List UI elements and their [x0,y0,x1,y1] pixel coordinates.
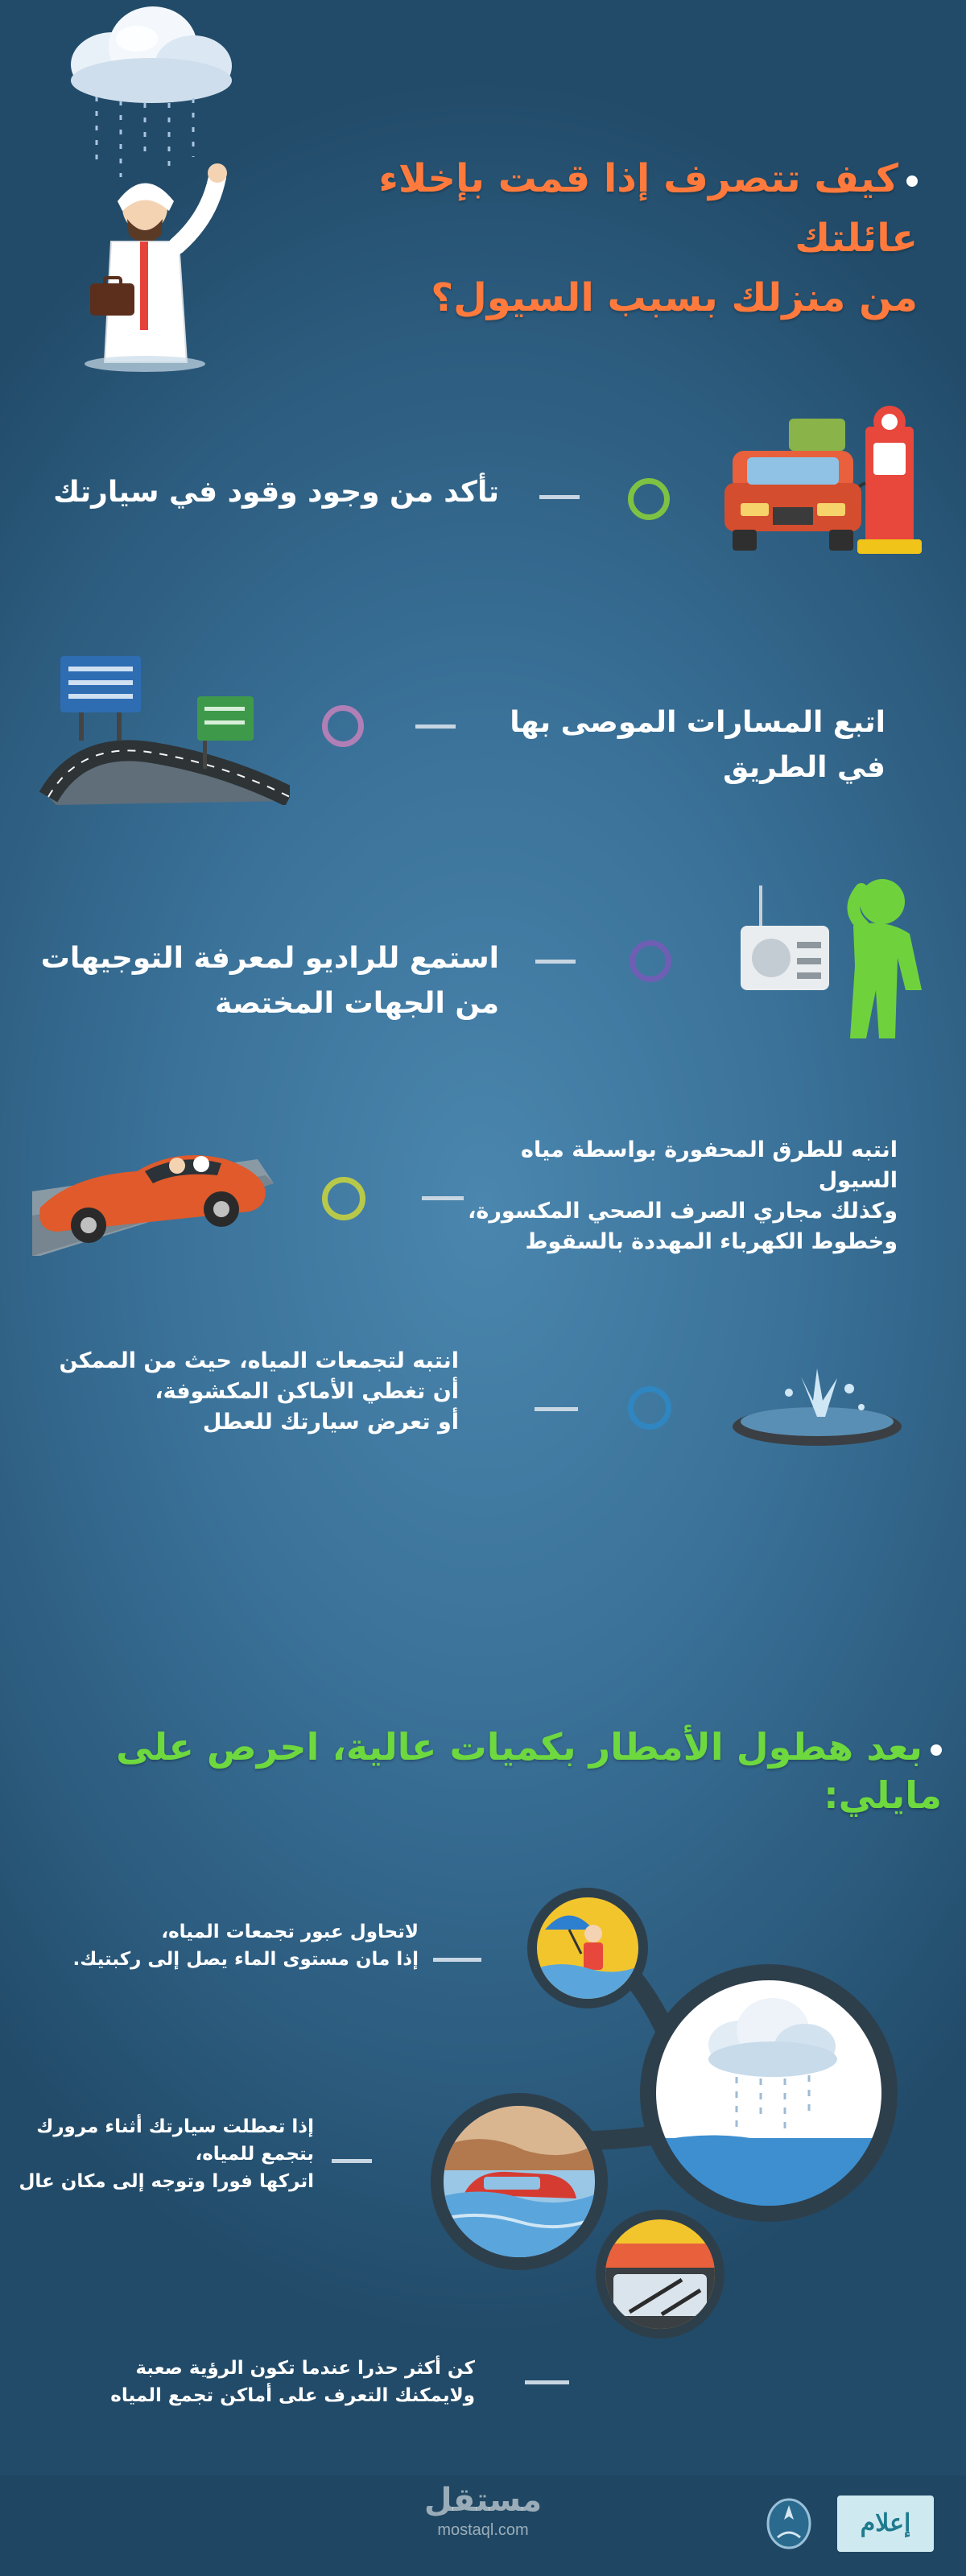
section2-title-text: بعد هطول الأمطار بكميات عالية، احرص على مايلي: [116,1725,942,1817]
item2-text [8,2113,314,2195]
man-wading-water-icon [537,1897,638,1999]
tip4-text [447,1135,898,1257]
item3-text-line1: كن أكثر حذرا عندما تكون الرؤية صعبة [135,2358,475,2379]
item1-text-line1: لاتحاول عبور تجمعات المياه، [161,1922,419,1942]
page-title-line1: كيف تتصرف إذا قمت بإخلاء عائلتك [378,156,918,261]
tip5-text-line2: أن تغطي الأماكن المكشوفة، [155,1379,459,1404]
rain-cloud-icon [656,1980,881,2206]
tip3-ring-marker [630,940,671,982]
watermark-url: mostaql.com [437,2521,529,2539]
item3-connector [525,2380,569,2384]
man-in-rain-icon [48,0,258,378]
tip5-text-line1: انتبه لتجمعات المياه، حيث من الممكن [59,1348,459,1373]
item3-text [24,2355,475,2409]
tip2-connector [415,724,456,729]
sports-car-icon [24,1127,274,1256]
tip5-text [8,1346,459,1438]
flooded-car-icon [444,2106,595,2257]
item2-text-line1: إذا تعطلت سيارتك أثناء مرورك [36,2116,314,2137]
section2-bullet [931,1744,942,1756]
tip1-text: تأكد من وجود وقود في سيارتك [53,476,499,509]
car-and-fuel-pump-icon [708,402,942,572]
item2-text-line3: اتركها فورا وتوجه إلى مكان عال [19,2171,314,2192]
item3-text-line2: ولايمكنك التعرف على أماكن تجمع المياه [110,2385,475,2406]
tip2-ring-marker [322,705,364,747]
tip5-ring-marker [628,1386,671,1430]
watermark [419,2479,547,2539]
emblem-logo-icon [765,2496,813,2552]
tip5-text-line3: أو تعرض سيارتك للعطل [202,1410,459,1435]
item1-text-line2: إذا مان مستوى الماء يصل إلى ركبتيك. [72,1949,419,1970]
rain-cloud-icon [71,6,232,103]
ministry-logo-text: إعلام [860,2510,911,2537]
tip3-text [16,936,499,1026]
item1-text [40,1918,419,1973]
tip1-ring-marker [628,478,670,520]
ministry-logo [837,2496,934,2552]
page-title [306,149,918,328]
tip4-ring-marker [322,1177,365,1220]
flooded-car-bubble [431,2093,608,2270]
wiper-bubble [596,2210,724,2339]
wading-bubble [527,1888,648,2008]
road-signs-icon [32,644,290,805]
tip3-text-line1: استمع للراديو لمعرفة التوجيهات [40,942,499,975]
water-puddle-icon [724,1368,910,1457]
rain-cloud-bubble [640,1964,898,2222]
watermark-arabic: مستقل [423,2482,543,2519]
tip2-text: اتبع المسارات الموصى بها في الطريق [510,706,886,784]
radio-listener-icon [724,869,934,1038]
page-title-line2: من منزلك بسبب السيول؟ [431,275,918,320]
tip1-connector [539,495,580,499]
item2-text-line2: بتجمع للمياه، [195,2144,314,2165]
title-bullet [906,175,918,187]
tip3-connector [535,960,576,964]
tip3-text-line2: من الجهات المختصة [215,987,499,1020]
tip5-connector [535,1407,578,1411]
item1-connector [433,1958,481,1962]
tip4-text-line3: وخطوط الكهرباء المهددة بالسقوط [525,1229,898,1254]
tip4-text-line1: انتبه للطرق المحفورة بواسطة مياه السيول [521,1137,898,1193]
tip4-text-line2: وكذلك مجاري الصرف الصحي المكسورة، [468,1199,898,1224]
item2-connector [332,2159,372,2163]
windshield-wiper-icon [605,2219,715,2329]
section2-title [24,1723,942,1819]
